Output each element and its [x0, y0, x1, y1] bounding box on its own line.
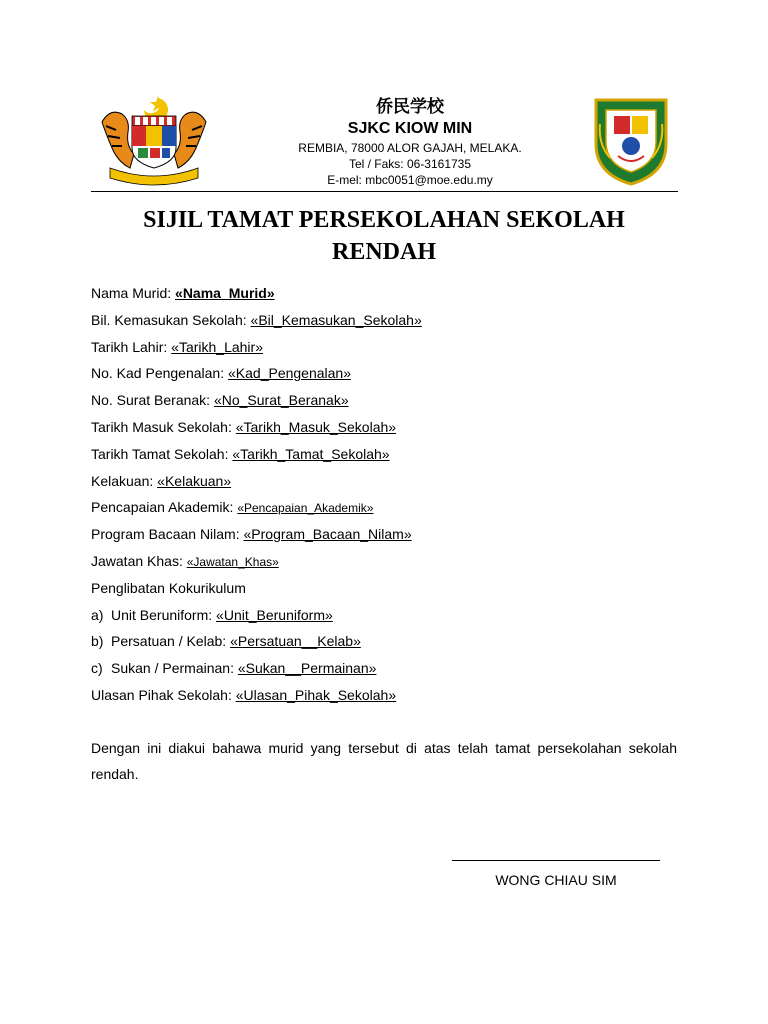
signatory-name: WONG CHIAU SIM	[495, 872, 617, 888]
field-row	[91, 468, 681, 495]
school-chinese-name: 侨民学校	[376, 97, 444, 117]
field-value: «Kad_Pengenalan»	[228, 365, 352, 382]
field-prefix: a)	[91, 606, 104, 623]
coat-of-arms-emblem	[96, 92, 212, 188]
field-row	[91, 441, 681, 468]
field-label: Bil. Kemasukan Sekolah:	[91, 311, 251, 328]
field-value: «Persatuan__Kelab»	[230, 633, 361, 650]
field-label: No. Surat Beranak:	[91, 392, 214, 409]
field-value: «Program_Bacaan_Nilam»	[243, 526, 412, 543]
field-label: Penglibatan Kokurikulum	[91, 579, 246, 596]
field-row	[91, 360, 681, 387]
field-value: «Ulasan_Pihak_Sekolah»	[235, 686, 397, 703]
field-row	[91, 387, 681, 414]
field-row	[91, 334, 681, 361]
field-label: Kelakuan:	[91, 472, 158, 489]
field-row	[91, 414, 681, 441]
header-divider	[91, 191, 678, 192]
field-value: «Sukan__Permainan»	[237, 660, 377, 677]
school-phone: Tel / Faks: 06-3161735	[348, 157, 472, 171]
field-row	[91, 307, 681, 334]
field-value: «Pencapaian_Akademik»	[237, 501, 374, 516]
field-row	[91, 494, 681, 521]
field-value: «Jawatan_Khas»	[186, 554, 279, 569]
school-email: E-mel: mbc0051@moe.edu.my	[327, 173, 493, 187]
field-prefix: b)	[91, 633, 104, 650]
field-row	[91, 655, 681, 682]
field-label: Tarikh Lahir:	[91, 338, 172, 355]
field-row	[91, 521, 681, 548]
signature-line	[452, 860, 660, 861]
field-value: «Tarikh_Masuk_Sekolah»	[235, 418, 397, 435]
school-address: REMBIA, 78000 ALOR GAJAH, MELAKA.	[298, 141, 522, 155]
field-row	[91, 280, 681, 307]
field-label: Pencapaian Akademik:	[91, 499, 238, 516]
field-row	[91, 575, 681, 602]
student-details	[91, 280, 681, 709]
field-prefix: c)	[91, 660, 103, 677]
field-label: Tarikh Masuk Sekolah:	[91, 418, 236, 435]
field-label: Tarikh Tamat Sekolah:	[91, 445, 233, 462]
field-value: «Nama_Murid»	[175, 285, 275, 301]
school-name: SJKC KIOW MIN	[347, 120, 473, 137]
school-header	[200, 96, 620, 188]
field-row	[91, 548, 681, 575]
field-row	[91, 602, 681, 629]
certificate-title: SIJIL TAMAT PERSEKOLAHAN SEKOLAH RENDAH	[143, 207, 625, 265]
field-value: «Tarikh_Tamat_Sekolah»	[232, 445, 390, 462]
field-row	[91, 682, 681, 709]
field-value: «Bil_Kemasukan_Sekolah»	[250, 311, 422, 328]
field-label: No. Kad Pengenalan:	[91, 365, 228, 382]
field-label: Nama Murid:	[91, 285, 176, 301]
field-value: «Unit_Beruniform»	[216, 606, 333, 623]
field-label: Sukan / Permainan:	[111, 660, 238, 677]
field-value: «Tarikh_Lahir»	[171, 338, 263, 355]
field-value: «Kelakuan»	[157, 472, 232, 489]
field-label: Ulasan Pihak Sekolah:	[91, 686, 236, 703]
certification-statement: Dengan ini diakui bahawa murid yang tersebut di atas telah tamat persekolahan sekolah rendah.	[91, 740, 677, 782]
field-label: Persatuan / Kelab:	[111, 633, 231, 650]
field-label: Unit Beruniform:	[111, 606, 217, 623]
field-row	[91, 628, 681, 655]
field-label: Jawatan Khas:	[91, 552, 187, 569]
field-label: Program Bacaan Nilam:	[91, 526, 244, 543]
school-crest-emblem	[592, 94, 670, 186]
field-value: «No_Surat_Beranak»	[213, 392, 349, 409]
